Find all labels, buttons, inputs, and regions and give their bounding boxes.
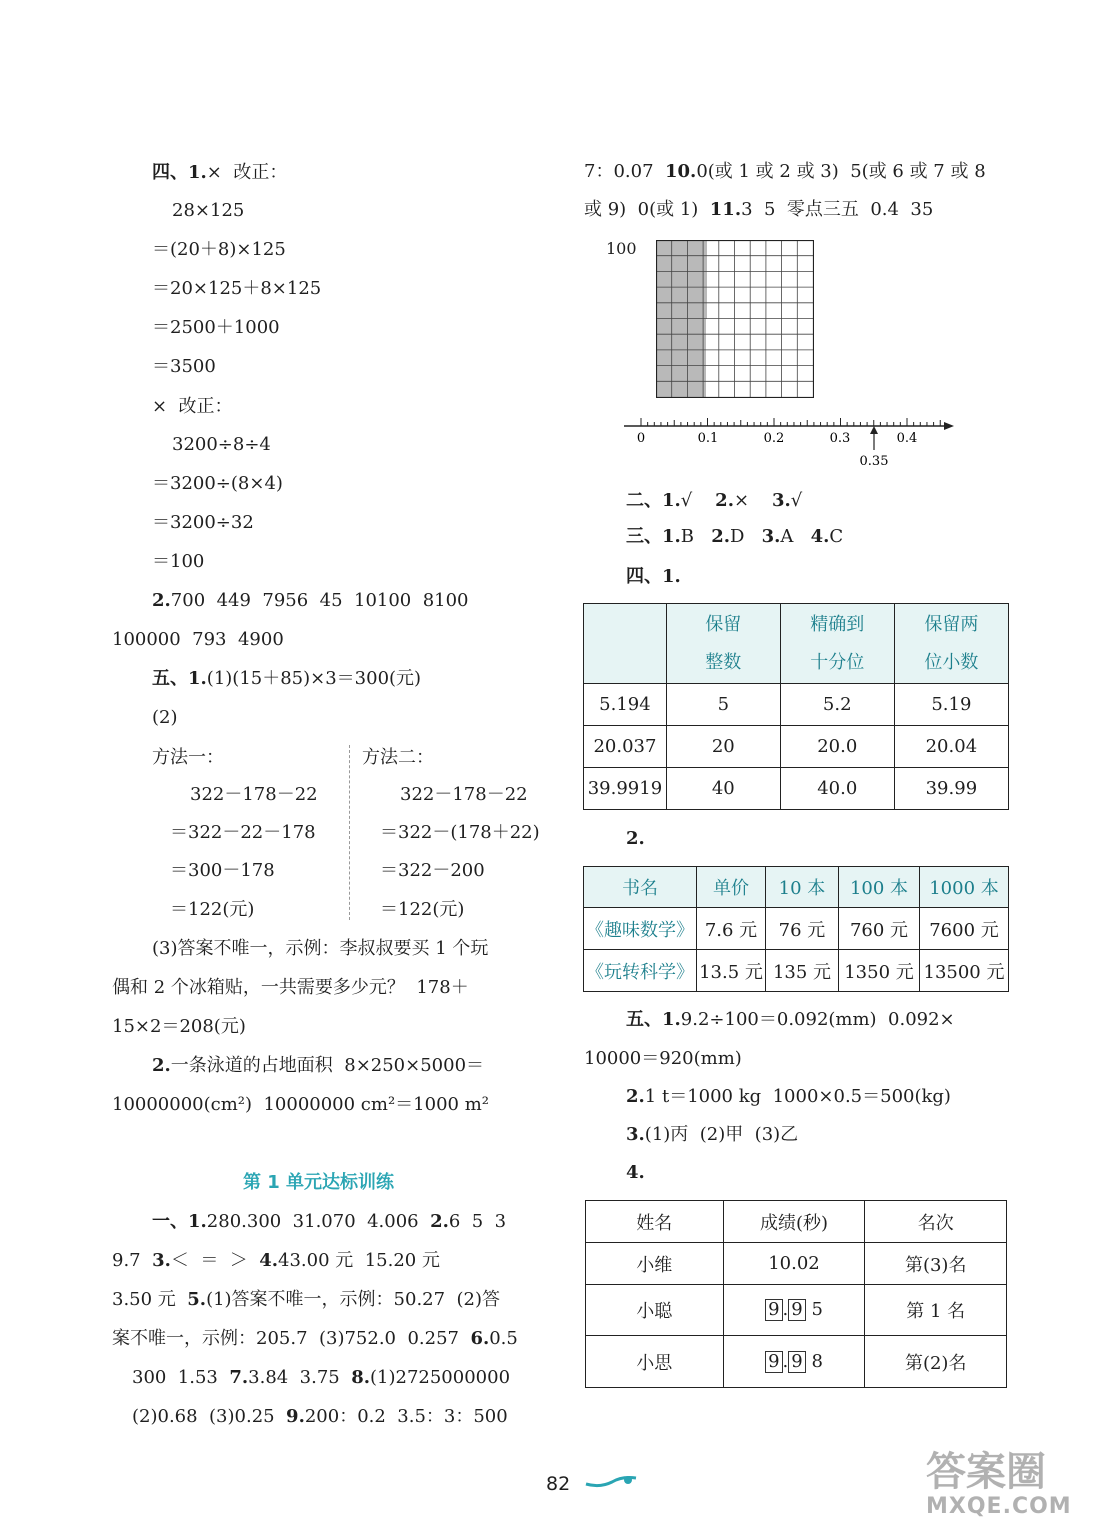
- r-q2: 2.: [626, 828, 645, 849]
- table-cell: 5.194: [584, 684, 667, 726]
- table-cell: 135 元: [766, 950, 839, 992]
- method1-line: 322－178－22: [190, 784, 318, 805]
- s1-line2: 9.7 3.＜ ＝ ＞ 4.43.00 元 15.20 元: [112, 1250, 440, 1271]
- table-row: [586, 1285, 1007, 1336]
- table-cell: 1350 元: [839, 950, 920, 992]
- calc2-line: ＝100: [152, 551, 205, 572]
- second-mark: × 改正：: [152, 396, 233, 417]
- table-header: 精确到 十分位: [780, 604, 894, 684]
- arrow-up-icon: [870, 426, 878, 434]
- tick-label: 0.1: [697, 431, 719, 446]
- swoosh-icon: [582, 1470, 642, 1496]
- table-cell: 20.0: [780, 726, 894, 768]
- r-s2: 二、1.√ 2.× 3.√: [626, 490, 803, 511]
- calc1-line: ＝(20＋8)×125: [152, 239, 286, 260]
- r-s3: 三、1.B 2.D 3.A 4.C: [626, 526, 844, 547]
- table-cell: 40: [666, 768, 780, 810]
- part3-line: 偶和 2 个冰箱贴，一共需要多少元？ 178＋: [112, 977, 469, 998]
- method1-title: 方法一：: [152, 747, 224, 768]
- table-cell: 5.19: [894, 684, 1008, 726]
- table-header: 名次: [865, 1201, 1007, 1243]
- s1-line6: (2)0.68 (3)0.25 9.200：0.2 3.5：3：500: [132, 1406, 508, 1427]
- table-cell: 40.0: [780, 768, 894, 810]
- s4-heading: 四、1.× 改正：: [152, 162, 288, 183]
- number-line: [620, 410, 960, 470]
- table-row: [584, 950, 1009, 992]
- table-header: 10 本: [766, 867, 839, 908]
- table-cell: 39.9919: [584, 768, 667, 810]
- table-cell: 第(2)名: [865, 1336, 1007, 1388]
- watermark-logo-text: 答案圈: [926, 1449, 1046, 1495]
- table-header-row: [586, 1201, 1007, 1243]
- table-row: [584, 768, 1009, 810]
- grid-label: 100: [606, 239, 637, 258]
- table-cell: 《玩转科学》: [584, 950, 697, 992]
- tick-label: 0: [636, 431, 646, 446]
- table-row: [586, 1336, 1007, 1388]
- table-row: [584, 684, 1009, 726]
- table-cell: 760 元: [839, 908, 920, 950]
- table-cell: 13.5 元: [697, 950, 766, 992]
- table-cell: 7.6 元: [697, 908, 766, 950]
- table-header: 姓名: [586, 1201, 724, 1243]
- method-divider: [349, 745, 350, 920]
- watermark-url: MXQE.COM: [926, 1494, 1072, 1519]
- table-cell: 20: [666, 726, 780, 768]
- table-cell: 76 元: [766, 908, 839, 950]
- part3-line: 15×2＝208(元): [112, 1016, 246, 1037]
- table-cell: 20.04: [894, 726, 1008, 768]
- arrow-right-icon: [944, 422, 954, 430]
- unit-title: 第 1 单元达标训练: [243, 1172, 395, 1193]
- hundred-grid: [656, 240, 814, 398]
- calc2-line: ＝3200÷(8×4): [152, 473, 283, 494]
- book-price-table: [583, 866, 1009, 992]
- fill-box: 9: [788, 1351, 805, 1373]
- table-cell: 小聪: [586, 1285, 724, 1336]
- r-top-line2: 或 9) 0(或 1) 11.3 5 零点三五 0.4 35: [584, 199, 934, 220]
- table-cell: 10.02: [723, 1243, 865, 1285]
- calc1-line: 28×125: [172, 200, 245, 221]
- s1-line3: 3.50 元 5.(1)答案不唯一，示例：50.27 (2)答: [112, 1289, 501, 1310]
- table-cell: 39.99: [894, 768, 1008, 810]
- table-row: [584, 908, 1009, 950]
- r-s5-line3: 2.1 t＝1000 kg 1000×0.5＝500(kg): [626, 1086, 951, 1107]
- table-row: [586, 1243, 1007, 1285]
- table-cell: [584, 604, 667, 684]
- r-s4-heading: 四、1.: [626, 566, 681, 587]
- calc1-line: ＝3500: [152, 356, 216, 377]
- r-s5-q4: 4.: [626, 1162, 645, 1183]
- rounding-table: [583, 603, 1009, 810]
- calc1-line: ＝20×125＋8×125: [152, 278, 322, 299]
- calc2-line: 3200÷8÷4: [172, 434, 271, 455]
- table-header: 保留 整数: [666, 604, 780, 684]
- table-header: 成绩(秒): [723, 1201, 865, 1243]
- q2-line2: 100000 793 4900: [112, 629, 284, 650]
- table-header: 保留两 位小数: [894, 604, 1008, 684]
- table-cell: 5: [666, 684, 780, 726]
- marker-label: 0.35: [859, 454, 889, 469]
- r-top-line1: 7：0.07 10.0(或 1 或 2 或 3) 5(或 6 或 7 或 8: [584, 161, 986, 182]
- s5-q2-line2: 10000000(cm²) 10000000 cm²＝1000 m²: [112, 1094, 489, 1115]
- table-cell: 5.2: [780, 684, 894, 726]
- fill-box: 9: [765, 1351, 782, 1373]
- method1-line: ＝322－22－178: [170, 822, 316, 843]
- calc2-line: ＝3200÷32: [152, 512, 254, 533]
- table-cell: 《趣味数学》: [584, 908, 697, 950]
- part3-line: (3)答案不唯一，示例：李叔叔要买 1 个玩: [152, 938, 489, 959]
- table-header-row: [584, 604, 1009, 684]
- s5-q1: 五、1.(1)(15＋85)×3＝300(元): [152, 668, 422, 689]
- method1-line: ＝300－178: [170, 860, 275, 881]
- method2-line: ＝322－(178＋22): [380, 822, 540, 843]
- table-header: 单价: [697, 867, 766, 908]
- calc1-line: ＝2500＋1000: [152, 317, 280, 338]
- fill-box: 9: [765, 1299, 782, 1321]
- method1-line: ＝122(元): [170, 899, 255, 920]
- table-cell: 小思: [586, 1336, 724, 1388]
- table-cell: 7600 元: [920, 908, 1009, 950]
- race-results-table: [585, 1200, 1007, 1388]
- s1-line5: 300 1.53 7.3.84 3.75 8.(1)2725000000: [132, 1367, 511, 1388]
- table-row: [584, 726, 1009, 768]
- method2-title: 方法二：: [362, 747, 434, 768]
- table-cell: 第 1 名: [865, 1285, 1007, 1336]
- r-s5-line2: 10000＝920(mm): [584, 1048, 742, 1069]
- table-cell: 20.037: [584, 726, 667, 768]
- score-cell: 9 . 9 8: [723, 1336, 865, 1388]
- fill-box: 9: [788, 1299, 805, 1321]
- s5-part2: (2): [152, 707, 178, 728]
- s1-line1: 一、1.280.300 31.070 4.006 2.6 5 3: [152, 1211, 507, 1232]
- r-s5-line4: 3.(1)丙 (2)甲 (3)乙: [626, 1124, 799, 1145]
- method2-line: ＝122(元): [380, 899, 465, 920]
- s5-q2-line1: 2.一条泳道的占地面积 8×250×5000＝: [152, 1055, 485, 1076]
- method2-line: 322－178－22: [400, 784, 528, 805]
- table-header-row: [584, 867, 1009, 908]
- method2-line: ＝322－200: [380, 860, 485, 881]
- table-cell: 13500 元: [920, 950, 1009, 992]
- page-number: 82: [546, 1473, 571, 1495]
- watermark: [926, 1450, 1111, 1532]
- tick-label: 0.3: [829, 431, 851, 446]
- tick-label: 0.2: [763, 431, 785, 446]
- table-header: 1000 本: [920, 867, 1009, 908]
- q2-line1: 2.700 449 7956 45 10100 8100: [152, 590, 469, 611]
- table-header: 100 本: [839, 867, 920, 908]
- table-cell: 第(3)名: [865, 1243, 1007, 1285]
- table-cell: 小维: [586, 1243, 724, 1285]
- r-s5-line1: 五、1.9.2÷100＝0.092(mm) 0.092×: [626, 1009, 955, 1030]
- tick-label: 0.4: [896, 431, 918, 446]
- s1-line4: 案不唯一，示例：205.7 (3)752.0 0.257 6.0.5: [112, 1328, 518, 1349]
- score-cell: 9 . 9 5: [723, 1285, 865, 1336]
- table-header: 书名: [584, 867, 697, 908]
